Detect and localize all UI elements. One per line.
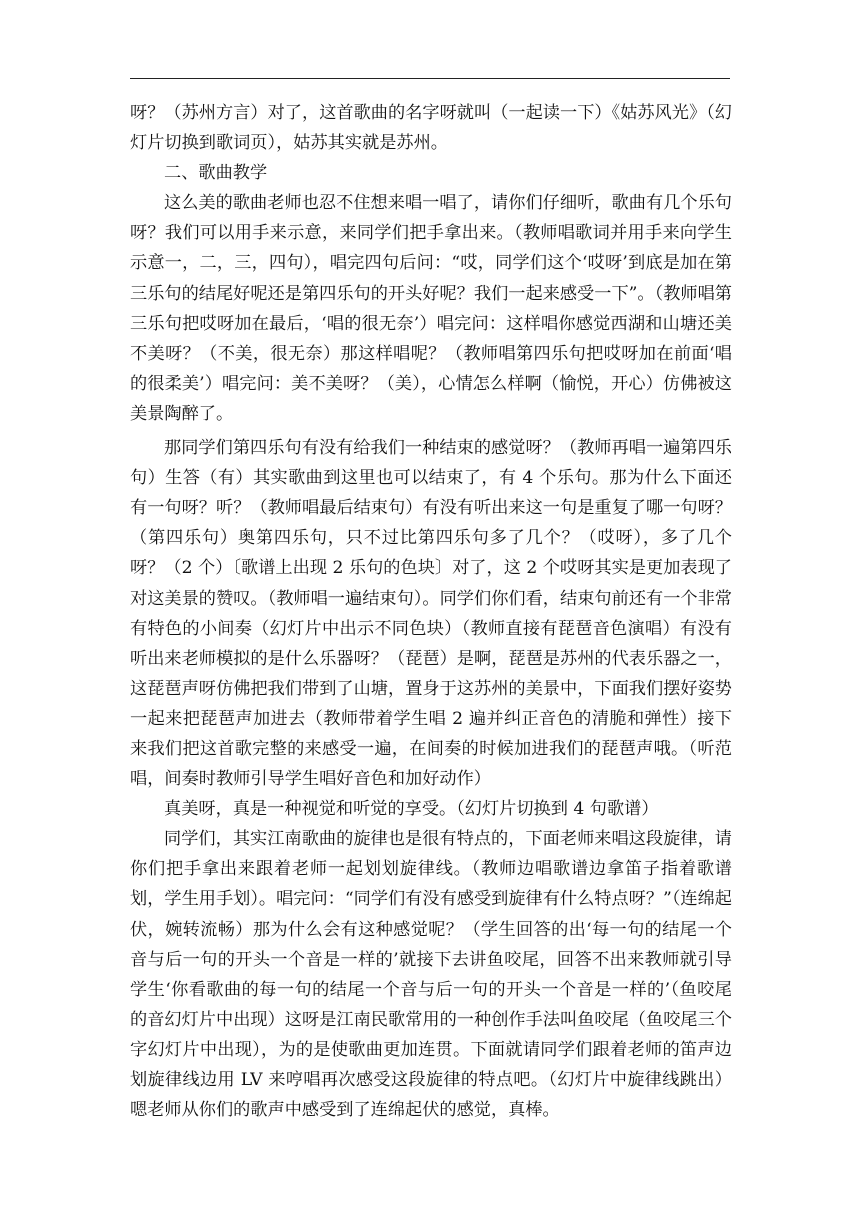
document-body — [130, 98, 732, 1125]
paragraph-2: 这么美的歌曲老师也忍不住想来唱一唱了，请你们仔细听，歌曲有几个乐句呀？我们可以用手来示意，来同学们把手拿出来。（教师唱歌词并用手来向学生示意一，二，三，四句），唱完四句后问：“哎，同学们这个‘哎呀’到底是加在第三乐句的结尾好呢还是第四乐句的开头好呢？我们一起来感受一下”。（教师唱第三乐句把哎呀加在最后，‘唱的很无奈’）唱完问：这样唱你感觉西湖和山塘还美不美呀？（不美，很无奈）那这样唱呢？（教师唱第四乐句把哎呀加在前面‘唱的很柔美’）唱完问：美不美呀？（美），心情怎么样啊（愉悦，开心）仿佛被这美景陶醉了。 — [130, 193, 732, 424]
paragraph-1: 呀？（苏州方言）对了，这首歌曲的名字呀就叫（一起读一下）《姑苏风光》（幻灯片切换到歌词页），姑苏其实就是苏州。 — [130, 103, 732, 154]
header-rule — [130, 78, 730, 79]
section-heading: 二、歌曲教学 — [164, 163, 268, 184]
paragraph-4: 真美呀，真是一种视觉和听觉的享受。（幻灯片切换到 4 句歌谱） — [164, 799, 659, 820]
paragraph-3: 那同学们第四乐句有没有给我们一种结束的感觉呀？（教师再唱一遍第四乐句）生答（有）其实歌曲到这里也可以结束了，有 4 个乐句。那为什么下面还有一句呀？听？（教师唱最后结束句）有没有听出来这一句是重复了哪一句呀？（第四乐句）奥第四乐句，只不过比第四乐句多了几个？（哎呀），多了几个呀？（2 个）〔歌谱上出现 2 乐句的色块〕对了，这 2 个哎呀其实是更加表现了对这美景的赞叹。（教师唱一遍结束句）。同学们你们看，结束句前还有一个非常有特色的小间奏（幻灯片中出示不同色块）（教师直接有琵琶音色演唱）有没有听出来老师模拟的是什么乐器呀？（琵琶）是啊，琵琶是苏州的代表乐器之一，这琵琶声呀仿佛把我们带到了山塘，置身于这苏州的美景中，下面我们摆好姿势一起来把琵琶声加进去（教师带着学生唱 2 遍并纠正音色的清脆和弹性）接下来我们把这首歌完整的来感受一遍，在间奏的时候加进我们的琵琶声哦。（听范唱，间奏时教师引导学生唱好音色和加好动作） — [130, 438, 732, 790]
paragraph-5: 同学们，其实江南歌曲的旋律也是很有特点的，下面老师来唱这段旋律，请你们把手拿出来跟着老师一起划划旋律线。（教师边唱歌谱边拿笛子指着歌谱划，学生用手划）。唱完问：“同学们有没有感受到旋律有什么特点呀？”（连绵起伏，婉转流畅）那为什么会有这种感觉呢？（学生回答的出‘每一句的结尾一个音与后一句的开头一个音是一样的’就接下去讲鱼咬尾，回答不出来教师就引导学生‘你看歌曲的每一句的结尾一个音与后一句的开头一个音是一样的’（鱼咬尾的音幻灯片中出现）这呀是江南民歌常用的一种创作手法叫鱼咬尾（鱼咬尾三个字幻灯片中出现），为的是使歌曲更加连贯。下面就请同学们跟着老师的笛声边划旋律线边用 LV 来哼唱再次感受这段旋律的特点吧。（幻灯片中旋律线跳出）嗯老师从你们的歌声中感受到了连绵起伏的感觉，真棒。 — [130, 829, 732, 1121]
